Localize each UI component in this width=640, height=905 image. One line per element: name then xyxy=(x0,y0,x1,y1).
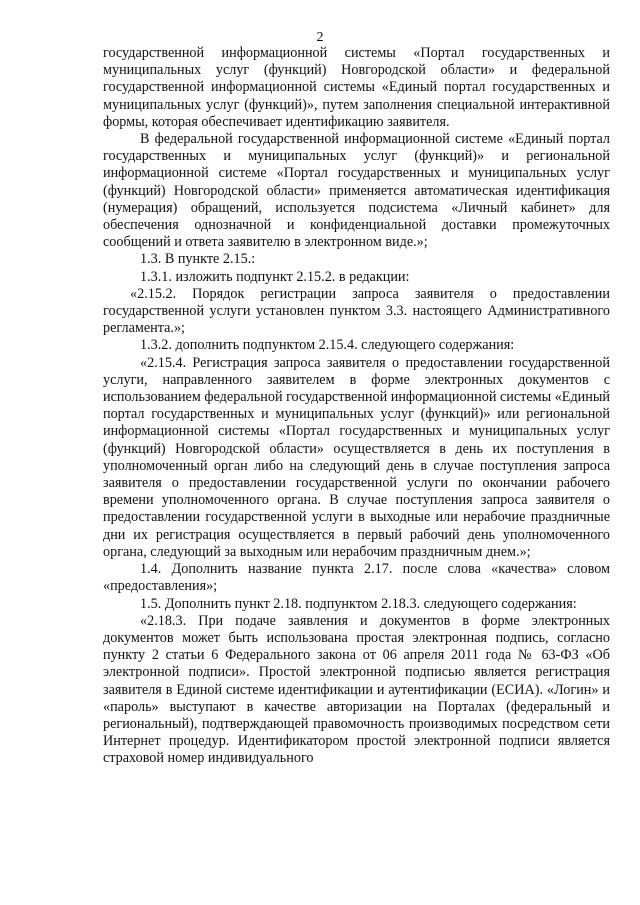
document-body xyxy=(103,45,610,768)
page-number: 2 xyxy=(316,30,324,45)
paragraph-item-2-15-4: «2.15.4. Регистрация запроса заявителя о предоставлении государственной услуги, направленного заявителем в форме электронных документов с использованием федеральной государственной информационной системы «Единый портал государственных и муниципальных услуг (функций)» или региональной информационной системы «Портал государственных и муниципальных услуг (функций) Новгородской области» осуществляется в день их поступления в уполномоченный орган либо на следующий день в случае поступления запроса заявителя о предоставлении государственной услуги по окончании рабочего времени уполномоченного органа. В случае поступления запроса заявителя о предоставлении государственной услуги в выходные или нерабочие праздничные дни их регистрация осуществляется в первый рабочий день уполномоченного органа, следующий за выходным или нерабочим праздничным днем.»; xyxy=(103,354,610,560)
paragraph-item-1-3: 1.3. В пункте 2.15.: xyxy=(140,251,256,268)
paragraph-continuation: государственной информационной системы «Портал государственных и муниципальных услуг (функций) Новгородской области» и федеральной государственной информационной системы «Единый портал государственных и муниципальных услуг (функций)», путем заполнения специальной интерактивной формы, которая обеспечивает идентификацию заявителя. xyxy=(103,45,610,130)
paragraph-item-1-4: 1.4. Дополнить название пункта 2.17. после слова «качества» словом «предоставления»; xyxy=(103,561,610,595)
paragraph-item-1-5: 1.5. Дополнить пункт 2.18. подпунктом 2.18.3. следующего содержания: xyxy=(140,595,577,612)
paragraph-item-1-3-2: 1.3.2. дополнить подпунктом 2.15.4. следующего содержания: xyxy=(140,337,515,354)
paragraph-item-2-15-2: «2.15.2. Порядок регистрации запроса заявителя о предоставлении государственной услуги установлен пунктом 3.3. настоящего Административного регламента.»; xyxy=(103,285,610,337)
paragraph-item-2-18-3: «2.18.3. При подаче заявления и документов в форме электронных документов может быть использована простая электронная подпись, согласно пункту 2 статьи 6 Федерального закона от 06 апреля 2011 года № 63-ФЗ «Об электронной подписи». Простой электронной подписью является регистрация заявителя в Единой системе идентификации и аутентификации (ЕСИА). «Логин» и «пароль» выступают в качестве авторизации на Порталах (федеральный и региональный), подтверждающей правомочность производимых посредством сети Интернет процедур. Идентификатором простой электронной подписи является страховой номер индивидуального xyxy=(103,612,610,767)
paragraph-item-1-3-1: 1.3.1. изложить подпункт 2.15.2. в редакции: xyxy=(140,268,410,285)
paragraph-identification: В федеральной государственной информационной системе «Единый портал государственных и муниципальных услуг (функций)» и региональной информационной системе «Портал государственных и муниципальных услуг (функций) Новгородской области» применяется автоматическая идентификация (нумерация) обращений, используется подсистема «Личный кабинет» для обеспечения однозначной и конфиденциальной доставки промежуточных сообщений и ответа заявителю в электронном виде.»; xyxy=(103,131,610,251)
